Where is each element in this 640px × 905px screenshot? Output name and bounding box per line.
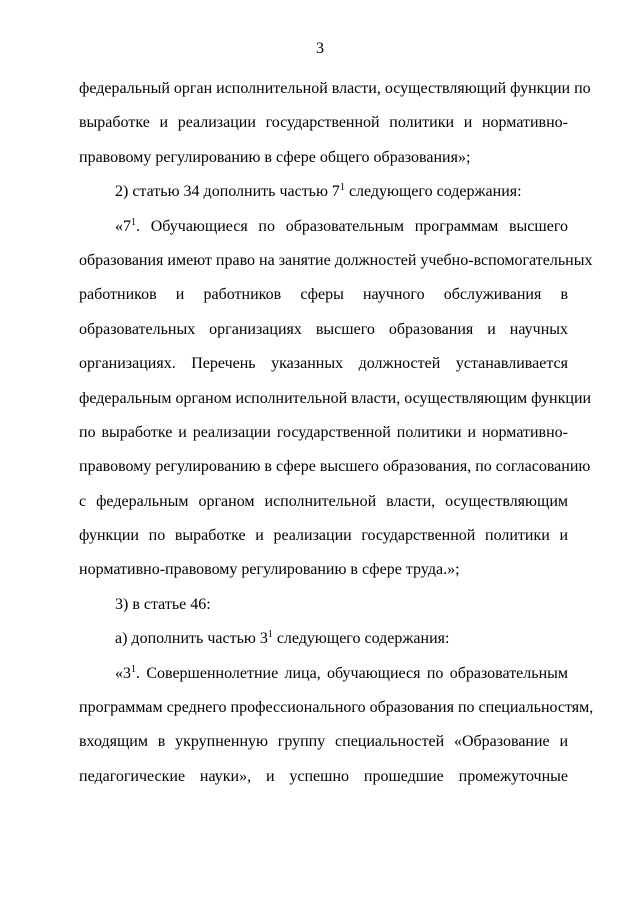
text-line: педагогические науки», и успешно прошедшие промежуточные — [79, 767, 568, 785]
text-line: а) дополнить частью $3^1$ следующего содержания: — [115, 629, 450, 648]
text-line: с федеральным органом исполнительной власти, осуществляющим — [79, 492, 568, 510]
text-line: выработке и реализации государственной политики и нормативно- — [79, 114, 568, 132]
text-line: «$3^1$. Совершеннолетние лица, обучающиеся по образовательным — [115, 663, 568, 682]
superscript: 1 — [339, 182, 345, 194]
text-line: нормативно-правовому регулированию в сфере труда.»; — [79, 561, 460, 579]
text-line: входящим в укрупненную группу специальностей «Образование и — [79, 733, 568, 751]
text-line: организациях. Перечень указанных должностей устанавливается — [79, 355, 568, 373]
text-line: функции по выработке и реализации государственной политики и — [79, 527, 568, 545]
text-line: по выработке и реализации государственной политики и нормативно- — [79, 423, 568, 441]
text-line: программам среднего профессионального образования по специальностям, — [79, 699, 594, 717]
text-line: работников и работников сферы научного обслуживания в — [79, 286, 568, 304]
page-number: 3 — [316, 40, 324, 57]
text-line: федеральным органом исполнительной власти, осуществляющим функции — [79, 389, 592, 407]
superscript: 1 — [131, 216, 136, 228]
text-line: образования имеют право на занятие должностей учебно-вспомогательных — [79, 251, 593, 269]
superscript: 1 — [267, 629, 273, 641]
text-line: образовательных организациях высшего образования и научных — [79, 320, 568, 338]
text-line: 2) статью 34 дополнить частью $7^1$ следующего содержания: — [115, 182, 522, 201]
document-body — [79, 72, 594, 794]
superscript: 1 — [131, 663, 136, 675]
text-line: правовому регулированию в сфере общего образования»; — [79, 148, 471, 166]
text-line: «$7^1$. Обучающиеся по образовательным программам высшего — [115, 216, 568, 235]
text-line: федеральный орган исполнительной власти, осуществляющий функции по — [79, 80, 591, 97]
text-line: правовому регулированию в сфере высшего образования, по согласованию — [79, 458, 591, 476]
text-line: 3) в статье 46: — [115, 595, 211, 613]
